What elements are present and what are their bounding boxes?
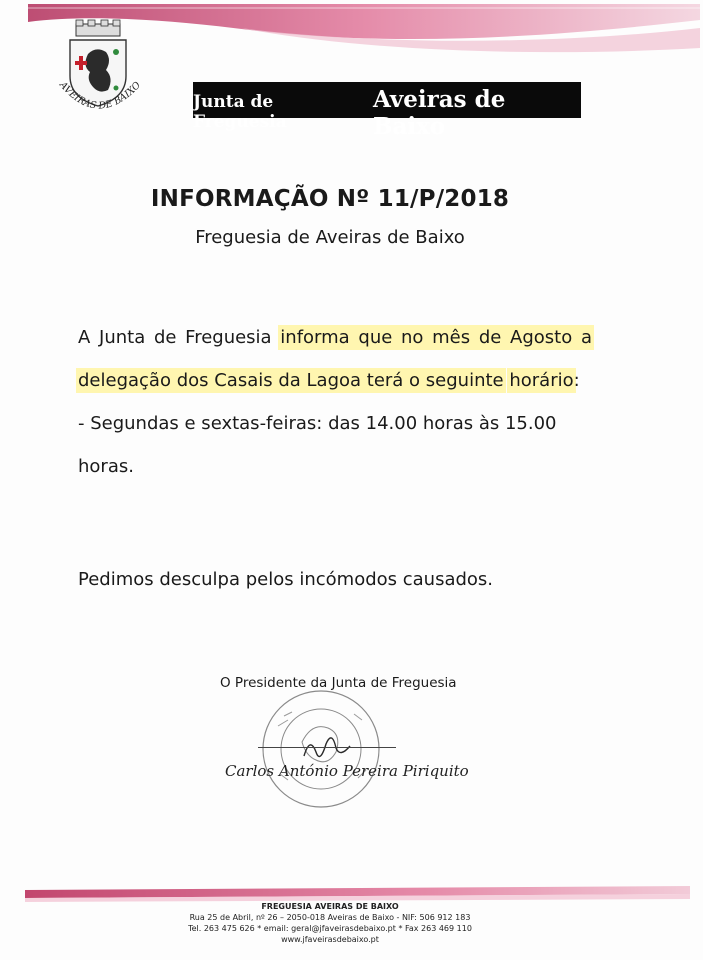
footer-website: www.jfaveirasdebaixo.pt — [281, 935, 379, 944]
footer-contacts: Tel. 263 475 626 * email: geral@jfaveirasdebaixo.pt * Fax 263 469 110 — [188, 924, 472, 933]
footer-contact-block — [0, 901, 660, 945]
footer-org-name: FREGUESIA AVEIRAS DE BAIXO — [261, 902, 399, 911]
banner-large-text: Aveiras de Baixo — [373, 86, 506, 140]
highlighted-text-3: horário — [509, 370, 574, 391]
paragraph-intro: A Junta de Freguesia — [78, 327, 281, 348]
document-body — [78, 316, 592, 488]
signature-line — [258, 747, 396, 748]
title-banner — [193, 82, 581, 140]
footer-address: Rua 25 de Abril, nº 26 – 2050-018 Aveiras de Baixo - NIF: 506 912 183 — [189, 913, 471, 922]
document-subtitle: Freguesia de Aveiras de Baixo — [195, 227, 465, 248]
paragraph-colon: : — [573, 370, 580, 391]
schedule-text: - Segundas e sextas-feiras: das 14.00 horas às 15.00 horas. — [78, 413, 557, 477]
highlighted-text-1: informa que no mês de Agosto a — [280, 327, 592, 348]
signatory-name: Carlos António Pereira Piriquito — [225, 762, 469, 780]
document-title: INFORMAÇÃO Nº 11/P/2018 — [150, 186, 510, 212]
coat-of-arms-logo — [48, 18, 148, 128]
banner-small-text: Junta de Freguesia — [193, 92, 287, 132]
president-title: O Presidente da Junta de Freguesia — [220, 675, 457, 691]
official-seal-stamp — [258, 686, 384, 812]
highlighted-text-2: delegação dos Casais da Lagoa terá o seguinte — [78, 370, 504, 391]
announcement-paragraph — [78, 316, 592, 402]
crest-label: AVEIRAS DE BAIXO — [57, 79, 143, 112]
apology-text: Pedimos desculpa pelos incómodos causados. — [78, 569, 494, 590]
